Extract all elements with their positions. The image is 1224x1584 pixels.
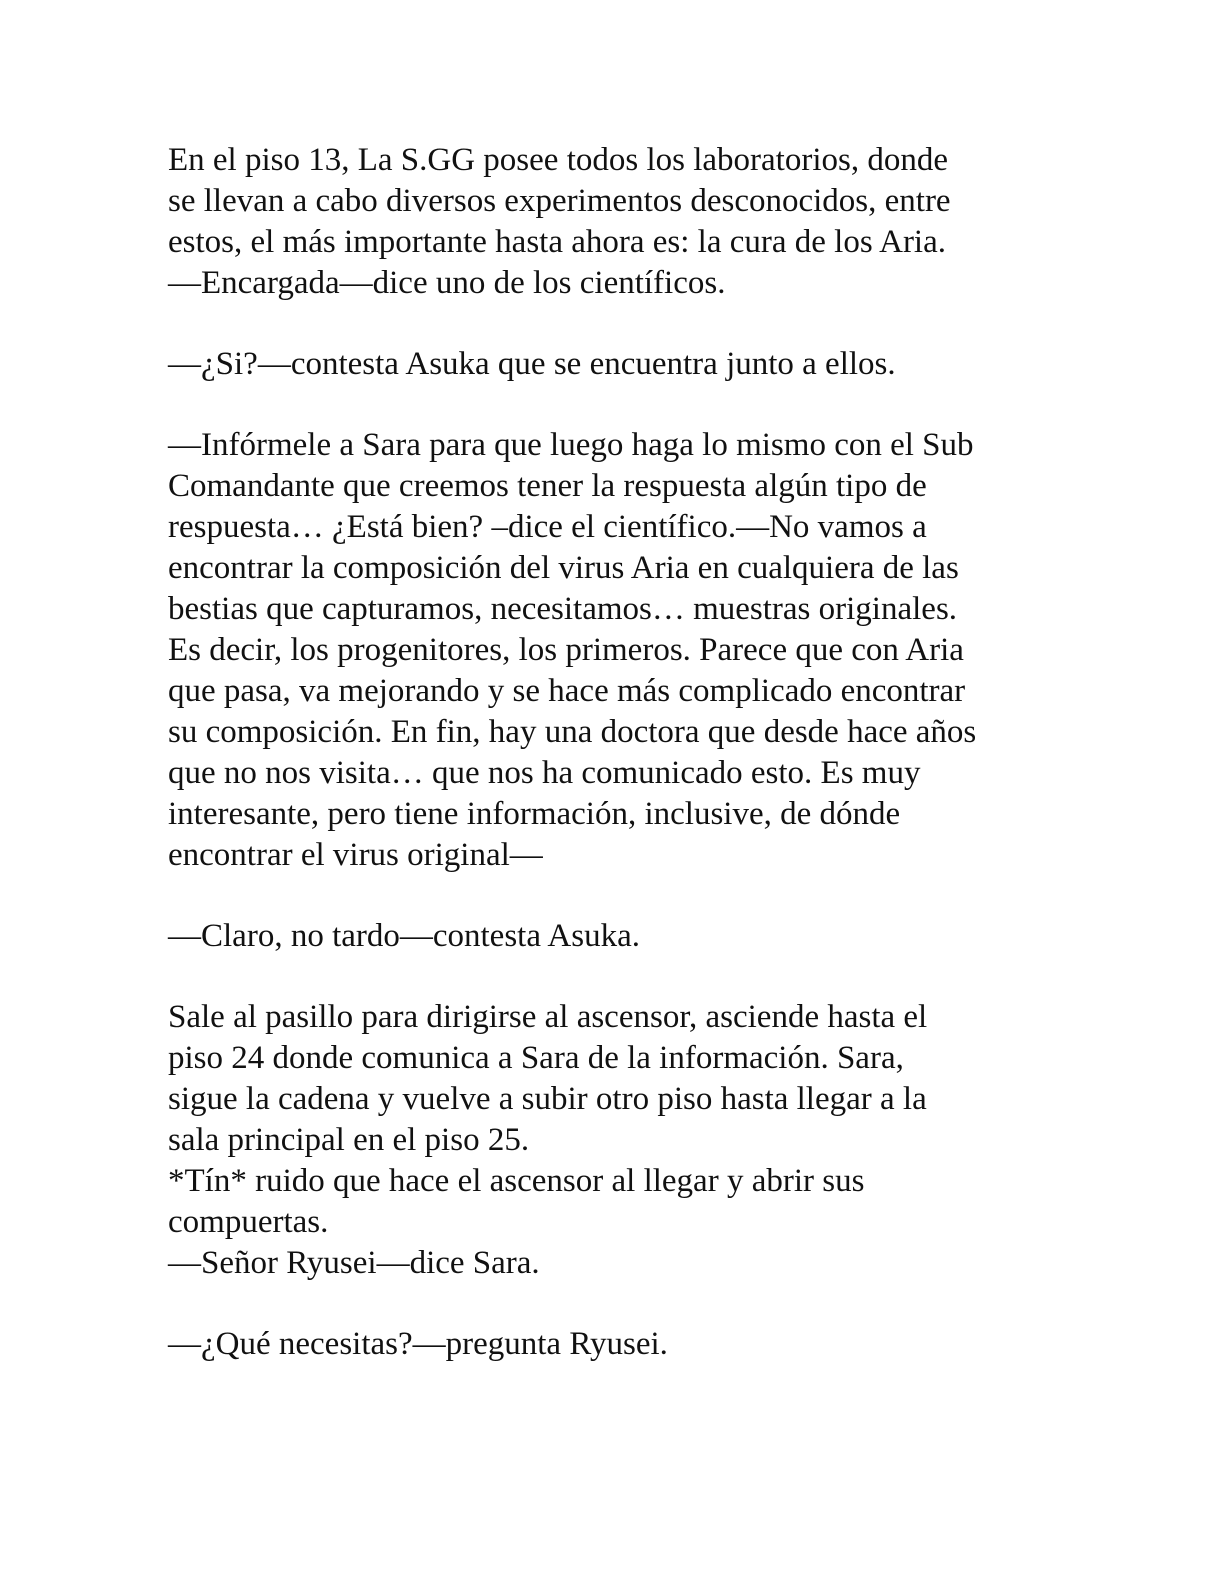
text-line: *Tín* ruido que hace el ascensor al llegar y abrir sus <box>168 1163 865 1199</box>
text-line: compuertas. <box>168 1204 329 1240</box>
text-line: —¿Si?—contesta Asuka que se encuentra junto a ellos. <box>168 346 896 382</box>
paragraph-gap <box>168 385 1068 425</box>
paragraph-gap <box>168 876 1068 916</box>
text-line: piso 24 donde comunica a Sara de la información. Sara, <box>168 1040 904 1076</box>
paragraph-gap <box>168 1284 1068 1324</box>
text-line: —Señor Ryusei—dice Sara. <box>168 1245 540 1281</box>
text-line: Comandante que creemos tener la respuesta algún tipo de <box>168 468 927 504</box>
body-text <box>168 140 1068 1365</box>
text-line: interesante, pero tiene información, inclusive, de dónde <box>168 796 901 832</box>
text-line: encontrar el virus original— <box>168 837 543 873</box>
text-line: estos, el más importante hasta ahora es: la cura de los Aria. <box>168 224 946 260</box>
text-line: que pasa, va mejorando y se hace más complicado encontrar <box>168 673 966 709</box>
paragraph-que-necesitas <box>168 1324 1068 1365</box>
text-line: bestias que capturamos, necesitamos… muestras originales. <box>168 591 958 627</box>
text-line: su composición. En fin, hay una doctora que desde hace años <box>168 714 977 750</box>
paragraph-claro <box>168 916 1068 957</box>
text-line: —Claro, no tardo—contesta Asuka. <box>168 918 640 954</box>
paragraph-gap <box>168 304 1068 344</box>
text-line: que no nos visita… que nos ha comunicado esto. Es muy <box>168 755 921 791</box>
paragraph-gap <box>168 957 1068 997</box>
text-line: En el piso 13, La S.GG posee todos los laboratorios, donde <box>168 142 948 178</box>
text-line: respuesta… ¿Está bien? –dice el científico.—No vamos a <box>168 509 927 545</box>
text-line: se llevan a cabo diversos experimentos desconocidos, entre <box>168 183 951 219</box>
text-line: encontrar la composición del virus Aria en cualquiera de las <box>168 550 959 586</box>
text-line: Es decir, los progenitores, los primeros. Parece que con Aria <box>168 632 964 668</box>
text-line: —¿Qué necesitas?—pregunta Ryusei. <box>168 1326 668 1362</box>
paragraph-si <box>168 344 1068 385</box>
text-line: —Infórmele a Sara para que luego haga lo mismo con el Sub <box>168 427 974 463</box>
text-line: Sale al pasillo para dirigirse al ascensor, asciende hasta el <box>168 999 928 1035</box>
text-line: sigue la cadena y vuelve a subir otro piso hasta llegar a la <box>168 1081 927 1117</box>
paragraph-laboratorios <box>168 140 1068 304</box>
text-line: sala principal en el piso 25. <box>168 1122 530 1158</box>
paragraph-informele <box>168 425 1068 876</box>
text-line: —Encargada—dice uno de los científicos. <box>168 265 726 301</box>
paragraph-pasillo <box>168 997 1068 1284</box>
